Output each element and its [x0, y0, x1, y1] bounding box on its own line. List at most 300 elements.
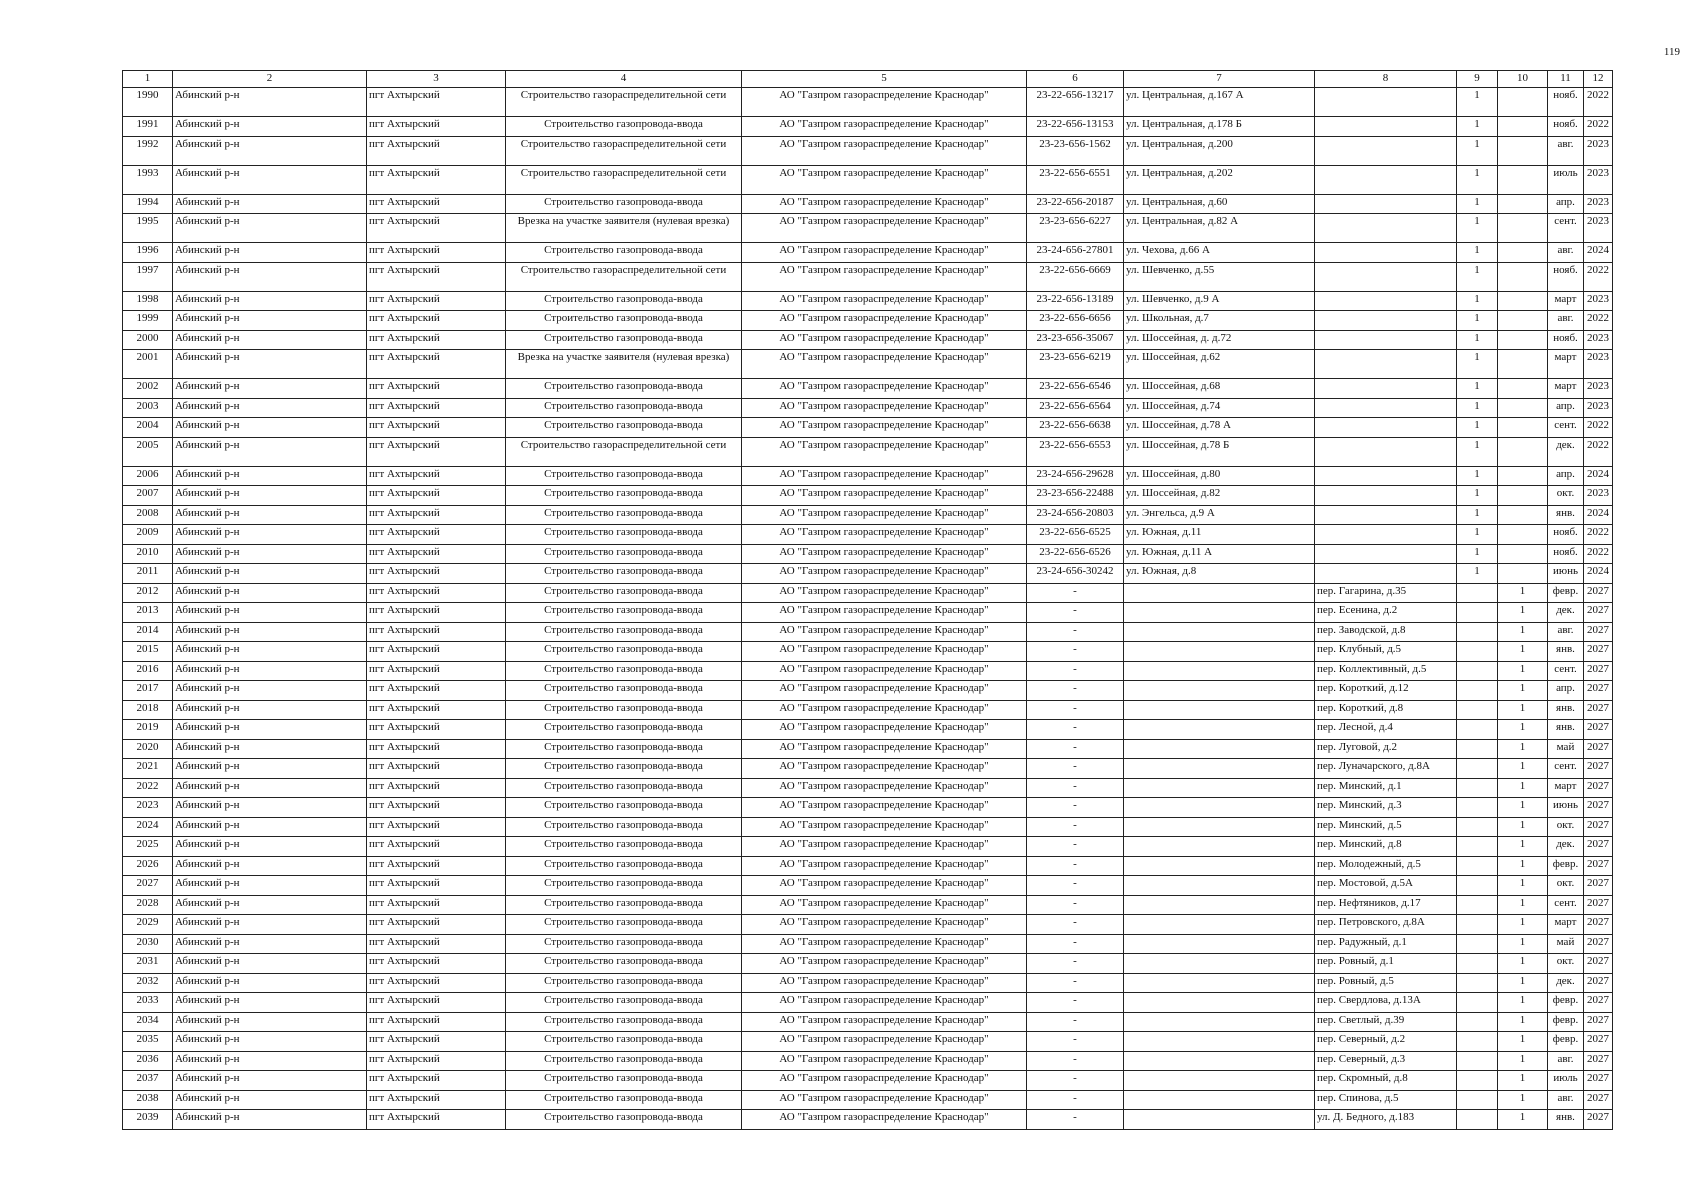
cell-work-type: Строительство газопровода-ввода: [506, 418, 742, 438]
cell-address-existing: ул. Центральная, д.202: [1124, 165, 1315, 194]
cell-year: 2027: [1584, 1012, 1613, 1032]
table-row: [123, 243, 1613, 263]
cell-address-existing: [1124, 1051, 1315, 1071]
cell-qty-planned: 1: [1498, 583, 1548, 603]
cell-work-type: Строительство газопровода-ввода: [506, 1071, 742, 1091]
cell-region: Абинский р-н: [173, 311, 367, 331]
cell-qty-planned: [1498, 418, 1548, 438]
cell-year: 2023: [1584, 486, 1613, 506]
cell-qty-existing: [1457, 759, 1498, 779]
cell-work-type: Строительство газопровода-ввода: [506, 778, 742, 798]
cell-row-number: 2017: [123, 681, 173, 701]
cell-organization: АО "Газпром газораспределение Краснодар": [742, 603, 1027, 623]
cell-region: Абинский р-н: [173, 817, 367, 837]
cell-row-number: 2007: [123, 486, 173, 506]
table-row: [123, 1071, 1613, 1091]
cell-qty-existing: [1457, 837, 1498, 857]
cell-organization: АО "Газпром газораспределение Краснодар": [742, 486, 1027, 506]
cell-code: -: [1027, 856, 1124, 876]
cell-organization: АО "Газпром газораспределение Краснодар": [742, 759, 1027, 779]
cell-month: дек.: [1548, 973, 1584, 993]
cell-qty-existing: 1: [1457, 418, 1498, 438]
cell-address-existing: [1124, 720, 1315, 740]
table-row: [123, 525, 1613, 545]
cell-code: 23-22-656-6525: [1027, 525, 1124, 545]
cell-settlement: пгт Ахтырский: [367, 1090, 506, 1110]
cell-qty-planned: [1498, 525, 1548, 545]
cell-address-planned: пер. Нефтяников, д.17: [1315, 895, 1457, 915]
cell-code: -: [1027, 954, 1124, 974]
cell-address-existing: ул. Южная, д.8: [1124, 564, 1315, 584]
cell-settlement: пгт Ахтырский: [367, 720, 506, 740]
cell-organization: АО "Газпром газораспределение Краснодар": [742, 661, 1027, 681]
cell-work-type: Строительство газопровода-ввода: [506, 466, 742, 486]
cell-settlement: пгт Ахтырский: [367, 661, 506, 681]
cell-month: янв.: [1548, 700, 1584, 720]
cell-qty-planned: 1: [1498, 817, 1548, 837]
cell-address-planned: пер. Минский, д.1: [1315, 778, 1457, 798]
cell-region: Абинский р-н: [173, 739, 367, 759]
cell-code: 23-24-656-27801: [1027, 243, 1124, 263]
cell-address-existing: ул. Чехова, д.66 А: [1124, 243, 1315, 263]
cell-address-planned: [1315, 505, 1457, 525]
cell-code: -: [1027, 583, 1124, 603]
cell-settlement: пгт Ахтырский: [367, 681, 506, 701]
cell-month: нояб.: [1548, 88, 1584, 117]
cell-region: Абинский р-н: [173, 214, 367, 243]
cell-address-planned: пер. Северный, д.2: [1315, 1032, 1457, 1052]
cell-month: март: [1548, 915, 1584, 935]
cell-qty-existing: [1457, 603, 1498, 623]
cell-month: сент.: [1548, 214, 1584, 243]
cell-qty-existing: [1457, 1110, 1498, 1130]
cell-month: февр.: [1548, 993, 1584, 1013]
cell-settlement: пгт Ахтырский: [367, 837, 506, 857]
cell-year: 2027: [1584, 1071, 1613, 1091]
cell-address-planned: [1315, 486, 1457, 506]
cell-year: 2027: [1584, 603, 1613, 623]
cell-qty-planned: 1: [1498, 915, 1548, 935]
cell-code: -: [1027, 1032, 1124, 1052]
cell-code: 23-22-656-6553: [1027, 437, 1124, 466]
cell-qty-existing: [1457, 778, 1498, 798]
registry-table-container: [122, 70, 1613, 1130]
cell-work-type: Строительство газопровода-ввода: [506, 934, 742, 954]
cell-month: нояб.: [1548, 117, 1584, 137]
cell-year: 2023: [1584, 214, 1613, 243]
cell-qty-existing: 1: [1457, 564, 1498, 584]
cell-qty-existing: 1: [1457, 194, 1498, 214]
cell-year: 2027: [1584, 915, 1613, 935]
cell-code: -: [1027, 778, 1124, 798]
cell-address-planned: [1315, 88, 1457, 117]
cell-code: 23-22-656-13217: [1027, 88, 1124, 117]
cell-code: -: [1027, 876, 1124, 896]
cell-address-existing: [1124, 817, 1315, 837]
cell-code: -: [1027, 798, 1124, 818]
cell-region: Абинский р-н: [173, 993, 367, 1013]
cell-region: Абинский р-н: [173, 291, 367, 311]
cell-settlement: пгт Ахтырский: [367, 934, 506, 954]
cell-address-planned: [1315, 525, 1457, 545]
cell-qty-planned: 1: [1498, 681, 1548, 701]
cell-qty-existing: [1457, 661, 1498, 681]
cell-address-planned: [1315, 117, 1457, 137]
cell-organization: АО "Газпром газораспределение Краснодар": [742, 837, 1027, 857]
cell-address-planned: пер. Минский, д.3: [1315, 798, 1457, 818]
cell-year: 2027: [1584, 993, 1613, 1013]
cell-work-type: Строительство газопровода-ввода: [506, 603, 742, 623]
cell-row-number: 2003: [123, 398, 173, 418]
cell-month: нояб.: [1548, 262, 1584, 291]
cell-address-existing: ул. Центральная, д.60: [1124, 194, 1315, 214]
table-row: [123, 379, 1613, 399]
cell-address-planned: пер. Скромный, д.8: [1315, 1071, 1457, 1091]
cell-month: февр.: [1548, 1012, 1584, 1032]
cell-qty-existing: [1457, 915, 1498, 935]
table-row: [123, 194, 1613, 214]
cell-month: сент.: [1548, 759, 1584, 779]
cell-address-existing: ул. Центральная, д.178 Б: [1124, 117, 1315, 137]
cell-work-type: Врезка на участке заявителя (нулевая врезка): [506, 214, 742, 243]
cell-qty-existing: 1: [1457, 136, 1498, 165]
cell-region: Абинский р-н: [173, 934, 367, 954]
cell-qty-existing: 1: [1457, 311, 1498, 331]
cell-qty-existing: [1457, 798, 1498, 818]
cell-month: дек.: [1548, 603, 1584, 623]
cell-address-existing: ул. Шоссейная, д.74: [1124, 398, 1315, 418]
table-row: [123, 1032, 1613, 1052]
cell-organization: АО "Газпром газораспределение Краснодар": [742, 1051, 1027, 1071]
cell-code: 23-22-656-6638: [1027, 418, 1124, 438]
cell-work-type: Строительство газопровода-ввода: [506, 895, 742, 915]
cell-work-type: Строительство газопровода-ввода: [506, 720, 742, 740]
cell-region: Абинский р-н: [173, 603, 367, 623]
table-row: [123, 681, 1613, 701]
cell-settlement: пгт Ахтырский: [367, 311, 506, 331]
cell-organization: АО "Газпром газораспределение Краснодар": [742, 262, 1027, 291]
cell-address-planned: пер. Свердлова, д.13А: [1315, 993, 1457, 1013]
cell-settlement: пгт Ахтырский: [367, 993, 506, 1013]
cell-row-number: 2039: [123, 1110, 173, 1130]
cell-region: Абинский р-н: [173, 544, 367, 564]
cell-address-planned: пер. Лесной, д.4: [1315, 720, 1457, 740]
column-header-3: 3: [367, 71, 506, 88]
cell-organization: АО "Газпром газораспределение Краснодар": [742, 739, 1027, 759]
cell-qty-planned: 1: [1498, 622, 1548, 642]
cell-address-existing: [1124, 583, 1315, 603]
cell-organization: АО "Газпром газораспределение Краснодар": [742, 214, 1027, 243]
cell-row-number: 2033: [123, 993, 173, 1013]
cell-code: -: [1027, 1071, 1124, 1091]
cell-code: -: [1027, 837, 1124, 857]
cell-organization: АО "Газпром газораспределение Краснодар": [742, 117, 1027, 137]
cell-year: 2027: [1584, 778, 1613, 798]
table-row: [123, 661, 1613, 681]
table-row: [123, 603, 1613, 623]
cell-qty-existing: [1457, 817, 1498, 837]
table-row: [123, 993, 1613, 1013]
cell-work-type: Врезка на участке заявителя (нулевая врезка): [506, 350, 742, 379]
cell-work-type: Строительство газораспределительной сети: [506, 88, 742, 117]
cell-code: -: [1027, 1051, 1124, 1071]
cell-row-number: 2006: [123, 466, 173, 486]
cell-code: -: [1027, 622, 1124, 642]
cell-settlement: пгт Ахтырский: [367, 915, 506, 935]
cell-work-type: Строительство газопровода-ввода: [506, 817, 742, 837]
cell-address-existing: [1124, 973, 1315, 993]
cell-row-number: 2001: [123, 350, 173, 379]
cell-qty-existing: 1: [1457, 243, 1498, 263]
cell-qty-planned: 1: [1498, 876, 1548, 896]
table-row: [123, 466, 1613, 486]
cell-address-planned: [1315, 330, 1457, 350]
cell-settlement: пгт Ахтырский: [367, 437, 506, 466]
cell-address-planned: [1315, 311, 1457, 331]
table-row: [123, 798, 1613, 818]
cell-work-type: Строительство газопровода-ввода: [506, 993, 742, 1013]
table-row: [123, 720, 1613, 740]
cell-region: Абинский р-н: [173, 466, 367, 486]
cell-settlement: пгт Ахтырский: [367, 778, 506, 798]
cell-region: Абинский р-н: [173, 564, 367, 584]
table-row: [123, 817, 1613, 837]
cell-settlement: пгт Ахтырский: [367, 165, 506, 194]
cell-region: Абинский р-н: [173, 418, 367, 438]
cell-address-existing: [1124, 837, 1315, 857]
cell-settlement: пгт Ахтырский: [367, 505, 506, 525]
cell-qty-existing: [1457, 954, 1498, 974]
cell-qty-planned: [1498, 117, 1548, 137]
cell-row-number: 2023: [123, 798, 173, 818]
cell-organization: АО "Газпром газораспределение Краснодар": [742, 398, 1027, 418]
cell-code: 23-23-656-6219: [1027, 350, 1124, 379]
cell-address-existing: [1124, 681, 1315, 701]
cell-address-existing: [1124, 700, 1315, 720]
cell-code: -: [1027, 817, 1124, 837]
cell-address-planned: [1315, 418, 1457, 438]
cell-month: июнь: [1548, 798, 1584, 818]
cell-work-type: Строительство газопровода-ввода: [506, 243, 742, 263]
cell-address-existing: [1124, 1012, 1315, 1032]
cell-region: Абинский р-н: [173, 88, 367, 117]
cell-qty-planned: [1498, 437, 1548, 466]
table-row: [123, 1051, 1613, 1071]
cell-work-type: Строительство газопровода-ввода: [506, 973, 742, 993]
cell-work-type: Строительство газопровода-ввода: [506, 564, 742, 584]
cell-year: 2023: [1584, 291, 1613, 311]
cell-year: 2023: [1584, 330, 1613, 350]
cell-row-number: 2030: [123, 934, 173, 954]
table-row: [123, 486, 1613, 506]
cell-address-existing: ул. Энгельса, д.9 А: [1124, 505, 1315, 525]
cell-year: 2027: [1584, 895, 1613, 915]
cell-qty-planned: [1498, 564, 1548, 584]
cell-qty-existing: 1: [1457, 525, 1498, 545]
cell-region: Абинский р-н: [173, 954, 367, 974]
cell-address-planned: пер. Клубный, д.5: [1315, 642, 1457, 662]
cell-month: февр.: [1548, 1032, 1584, 1052]
cell-region: Абинский р-н: [173, 837, 367, 857]
cell-year: 2022: [1584, 544, 1613, 564]
cell-qty-planned: 1: [1498, 856, 1548, 876]
cell-month: сент.: [1548, 418, 1584, 438]
page-number: 119: [1663, 46, 1680, 58]
cell-qty-planned: [1498, 486, 1548, 506]
cell-month: февр.: [1548, 583, 1584, 603]
cell-work-type: Строительство газопровода-ввода: [506, 1032, 742, 1052]
cell-organization: АО "Газпром газораспределение Краснодар": [742, 954, 1027, 974]
cell-region: Абинский р-н: [173, 973, 367, 993]
cell-organization: АО "Газпром газораспределение Краснодар": [742, 330, 1027, 350]
cell-qty-existing: [1457, 739, 1498, 759]
table-row: [123, 583, 1613, 603]
cell-year: 2027: [1584, 856, 1613, 876]
cell-work-type: Строительство газопровода-ввода: [506, 525, 742, 545]
cell-row-number: 1996: [123, 243, 173, 263]
cell-address-planned: [1315, 466, 1457, 486]
cell-month: нояб.: [1548, 544, 1584, 564]
cell-month: февр.: [1548, 856, 1584, 876]
cell-code: -: [1027, 1012, 1124, 1032]
cell-region: Абинский р-н: [173, 136, 367, 165]
cell-work-type: Строительство газораспределительной сети: [506, 165, 742, 194]
cell-organization: АО "Газпром газораспределение Краснодар": [742, 798, 1027, 818]
cell-qty-planned: [1498, 291, 1548, 311]
cell-settlement: пгт Ахтырский: [367, 418, 506, 438]
cell-region: Абинский р-н: [173, 398, 367, 418]
table-row: [123, 778, 1613, 798]
table-row: [123, 262, 1613, 291]
cell-work-type: Строительство газораспределительной сети: [506, 437, 742, 466]
cell-organization: АО "Газпром газораспределение Краснодар": [742, 915, 1027, 935]
table-row: [123, 505, 1613, 525]
cell-organization: АО "Газпром газораспределение Краснодар": [742, 934, 1027, 954]
table-row: [123, 544, 1613, 564]
cell-settlement: пгт Ахтырский: [367, 817, 506, 837]
cell-address-existing: [1124, 739, 1315, 759]
column-header-6: 6: [1027, 71, 1124, 88]
cell-row-number: 2034: [123, 1012, 173, 1032]
cell-month: нояб.: [1548, 525, 1584, 545]
cell-address-planned: [1315, 350, 1457, 379]
cell-month: май: [1548, 739, 1584, 759]
cell-month: окт.: [1548, 486, 1584, 506]
table-row: [123, 437, 1613, 466]
cell-month: май: [1548, 934, 1584, 954]
cell-address-planned: [1315, 136, 1457, 165]
cell-code: 23-23-656-35067: [1027, 330, 1124, 350]
cell-row-number: 2018: [123, 700, 173, 720]
cell-year: 2024: [1584, 243, 1613, 263]
table-row: [123, 876, 1613, 896]
cell-code: -: [1027, 993, 1124, 1013]
cell-qty-planned: 1: [1498, 700, 1548, 720]
cell-settlement: пгт Ахтырский: [367, 1012, 506, 1032]
cell-settlement: пгт Ахтырский: [367, 117, 506, 137]
cell-settlement: пгт Ахтырский: [367, 262, 506, 291]
cell-code: 23-24-656-30242: [1027, 564, 1124, 584]
cell-region: Абинский р-н: [173, 350, 367, 379]
cell-work-type: Строительство газопровода-ввода: [506, 379, 742, 399]
cell-region: Абинский р-н: [173, 1110, 367, 1130]
cell-address-planned: пер. Молодежный, д.5: [1315, 856, 1457, 876]
cell-region: Абинский р-н: [173, 642, 367, 662]
cell-work-type: Строительство газопровода-ввода: [506, 642, 742, 662]
cell-year: 2027: [1584, 1090, 1613, 1110]
cell-code: 23-22-656-6564: [1027, 398, 1124, 418]
cell-region: Абинский р-н: [173, 778, 367, 798]
cell-work-type: Строительство газопровода-ввода: [506, 486, 742, 506]
cell-code: 23-23-656-1562: [1027, 136, 1124, 165]
cell-work-type: Строительство газопровода-ввода: [506, 1051, 742, 1071]
cell-region: Абинский р-н: [173, 856, 367, 876]
cell-row-number: 1997: [123, 262, 173, 291]
cell-organization: АО "Газпром газораспределение Краснодар": [742, 165, 1027, 194]
cell-address-existing: [1124, 778, 1315, 798]
cell-qty-planned: [1498, 194, 1548, 214]
cell-work-type: Строительство газопровода-ввода: [506, 1110, 742, 1130]
cell-address-planned: пер. Северный, д.3: [1315, 1051, 1457, 1071]
cell-qty-planned: [1498, 330, 1548, 350]
cell-qty-planned: [1498, 466, 1548, 486]
cell-qty-planned: [1498, 350, 1548, 379]
column-header-5: 5: [742, 71, 1027, 88]
cell-row-number: 2015: [123, 642, 173, 662]
cell-settlement: пгт Ахтырский: [367, 525, 506, 545]
cell-work-type: Строительство газопровода-ввода: [506, 837, 742, 857]
cell-code: 23-22-656-13153: [1027, 117, 1124, 137]
table-row: [123, 418, 1613, 438]
cell-region: Абинский р-н: [173, 1071, 367, 1091]
cell-qty-existing: [1457, 583, 1498, 603]
cell-qty-planned: 1: [1498, 973, 1548, 993]
cell-qty-existing: [1457, 876, 1498, 896]
cell-address-existing: ул. Шевченко, д.9 А: [1124, 291, 1315, 311]
cell-code: 23-22-656-6526: [1027, 544, 1124, 564]
cell-settlement: пгт Ахтырский: [367, 398, 506, 418]
cell-year: 2027: [1584, 1051, 1613, 1071]
cell-qty-planned: 1: [1498, 798, 1548, 818]
cell-work-type: Строительство газопровода-ввода: [506, 291, 742, 311]
cell-address-planned: [1315, 214, 1457, 243]
cell-organization: АО "Газпром газораспределение Краснодар": [742, 700, 1027, 720]
cell-settlement: пгт Ахтырский: [367, 700, 506, 720]
cell-organization: АО "Газпром газораспределение Краснодар": [742, 88, 1027, 117]
cell-code: -: [1027, 739, 1124, 759]
cell-row-number: 2019: [123, 720, 173, 740]
cell-organization: АО "Газпром газораспределение Краснодар": [742, 136, 1027, 165]
cell-month: март: [1548, 379, 1584, 399]
cell-code: 23-22-656-20187: [1027, 194, 1124, 214]
cell-row-number: 2035: [123, 1032, 173, 1052]
cell-row-number: 1993: [123, 165, 173, 194]
cell-address-existing: ул. Центральная, д.167 А: [1124, 88, 1315, 117]
cell-work-type: Строительство газопровода-ввода: [506, 915, 742, 935]
table-row: [123, 895, 1613, 915]
cell-qty-existing: [1457, 1032, 1498, 1052]
cell-settlement: пгт Ахтырский: [367, 642, 506, 662]
cell-qty-planned: [1498, 262, 1548, 291]
cell-qty-existing: [1457, 642, 1498, 662]
cell-row-number: 2000: [123, 330, 173, 350]
cell-region: Абинский р-н: [173, 165, 367, 194]
cell-row-number: 2008: [123, 505, 173, 525]
table-row: [123, 856, 1613, 876]
cell-organization: АО "Газпром газораспределение Краснодар": [742, 973, 1027, 993]
cell-organization: АО "Газпром газораспределение Краснодар": [742, 1071, 1027, 1091]
cell-qty-existing: 1: [1457, 214, 1498, 243]
